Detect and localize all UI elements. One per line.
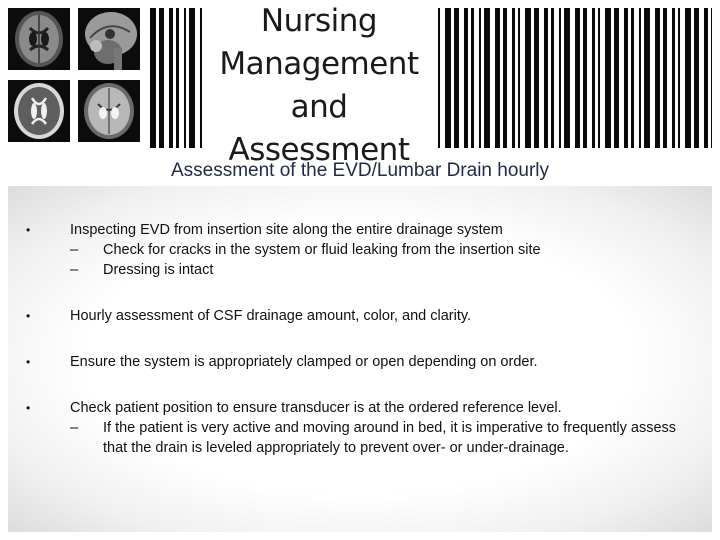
bullet-text: Check patient position to ensure transducer is at the ordered reference level. bbox=[70, 400, 562, 416]
barcode-stripe bbox=[644, 8, 650, 148]
sub-bullet bbox=[70, 240, 696, 260]
bullet-item bbox=[26, 352, 696, 372]
dash-glyph: – bbox=[70, 420, 79, 436]
barcode-stripe bbox=[605, 8, 611, 148]
barcode-stripe bbox=[678, 8, 680, 148]
sub-bullet-text: Dressing is intact bbox=[103, 262, 214, 278]
bullet-glyph: • bbox=[26, 355, 31, 369]
barcode-stripe bbox=[471, 8, 474, 148]
sub-bullet-text: If the patient is very active and moving around in bed, it is imperative to frequently assess that the drain is leveled appropriately to prevent over- or under-drainage. bbox=[103, 420, 677, 456]
barcode-stripe bbox=[484, 8, 490, 148]
barcode-stripe bbox=[655, 8, 660, 148]
barcode-stripe bbox=[663, 8, 667, 148]
barcode-stripe bbox=[503, 8, 507, 148]
bullet-item bbox=[26, 220, 696, 280]
barcode-stripe bbox=[694, 8, 699, 148]
bullet-glyph: • bbox=[26, 309, 31, 323]
barcode-stripe bbox=[169, 8, 173, 148]
bullet-item bbox=[26, 306, 696, 326]
bullet-glyph: • bbox=[26, 401, 31, 415]
barcode-stripe bbox=[454, 8, 459, 148]
sub-bullet-text: Check for cracks in the system or fluid leaking from the insertion site bbox=[103, 242, 541, 258]
barcode-stripe bbox=[176, 8, 179, 148]
slide-title: Nursing Management and Assessment bbox=[219, 3, 419, 168]
barcode-stripe bbox=[704, 8, 708, 148]
bullet-item bbox=[26, 398, 696, 458]
sub-bullet bbox=[70, 260, 696, 280]
barcode-stripe bbox=[631, 8, 634, 148]
barcode-stripe bbox=[685, 8, 691, 148]
barcode-stripe bbox=[445, 8, 451, 148]
barcode-decoration-left bbox=[150, 8, 202, 148]
barcode-stripe bbox=[711, 8, 712, 148]
barcode-stripe bbox=[479, 8, 481, 148]
barcode-stripe bbox=[189, 8, 195, 148]
dash-glyph: – bbox=[70, 262, 79, 278]
barcode-stripe bbox=[583, 8, 587, 148]
mri-image-axial-2 bbox=[8, 80, 70, 142]
barcode-stripe bbox=[624, 8, 628, 148]
barcode-stripe bbox=[534, 8, 539, 148]
barcode-stripe bbox=[544, 8, 548, 148]
bullet-text: Ensure the system is appropriately clamped or open depending on order. bbox=[70, 354, 538, 370]
mri-image-sagittal bbox=[78, 8, 140, 70]
barcode-stripe bbox=[575, 8, 580, 148]
barcode-stripe bbox=[184, 8, 186, 148]
barcode-stripe bbox=[559, 8, 561, 148]
barcode-stripe bbox=[512, 8, 515, 148]
barcode-stripe bbox=[672, 8, 675, 148]
barcode-stripe bbox=[159, 8, 164, 148]
barcode-stripe bbox=[614, 8, 619, 148]
barcode-stripe bbox=[639, 8, 641, 148]
barcode-stripe bbox=[200, 8, 202, 148]
barcode-stripe bbox=[495, 8, 500, 148]
barcode-stripe bbox=[518, 8, 520, 148]
slide-subtitle: Assessment of the EVD/Lumbar Drain hourly bbox=[170, 160, 550, 181]
bullet-text: Hourly assessment of CSF drainage amount, color, and clarity. bbox=[70, 308, 472, 324]
bullet-list bbox=[26, 220, 696, 484]
barcode-stripe bbox=[592, 8, 595, 148]
sub-bullet bbox=[70, 418, 696, 458]
bullet-glyph: • bbox=[26, 223, 31, 237]
mri-image-axial-1 bbox=[8, 8, 70, 70]
barcode-stripe bbox=[464, 8, 468, 148]
barcode-stripe bbox=[551, 8, 554, 148]
barcode-stripe bbox=[438, 8, 440, 148]
barcode-decoration-right bbox=[438, 8, 712, 148]
barcode-stripe bbox=[525, 8, 531, 148]
dash-glyph: – bbox=[70, 242, 79, 258]
barcode-stripe bbox=[564, 8, 570, 148]
barcode-stripe bbox=[598, 8, 600, 148]
mri-image-axial-3 bbox=[78, 80, 140, 142]
barcode-stripe bbox=[150, 8, 156, 148]
bullet-text: Inspecting EVD from insertion site along the entire drainage system bbox=[70, 222, 503, 238]
